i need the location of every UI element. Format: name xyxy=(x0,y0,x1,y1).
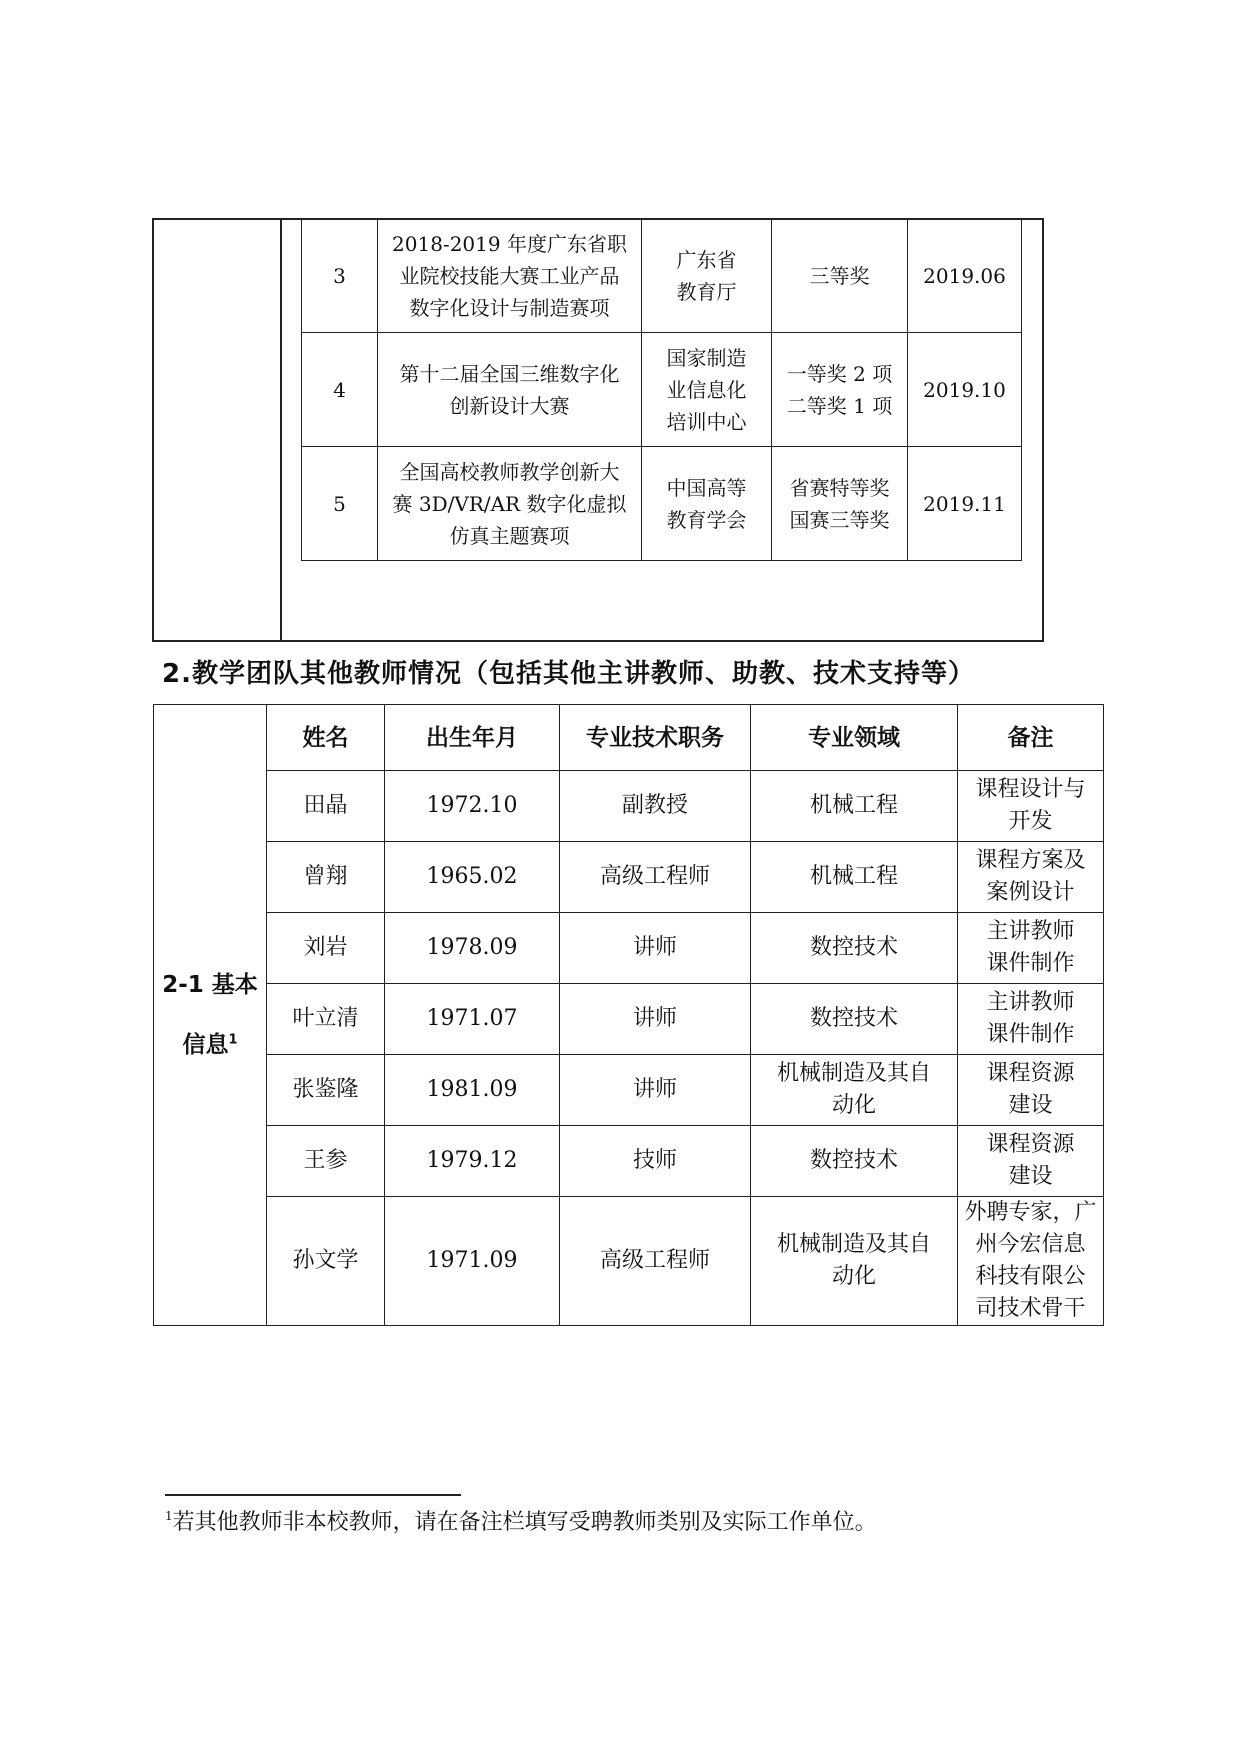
table-row xyxy=(154,984,1104,1055)
footnote-mark: 1 xyxy=(165,1509,173,1523)
teacher-title: 副教授 xyxy=(560,771,751,842)
footnote xyxy=(165,1505,877,1536)
teacher-field: 机械工程 xyxy=(751,771,958,842)
teacher-title: 讲师 xyxy=(560,913,751,984)
table-row xyxy=(154,1126,1104,1197)
teacher-field: 机械制造及其自 动化 xyxy=(751,1055,958,1126)
teacher-note: 主讲教师 课件制作 xyxy=(958,913,1104,984)
teacher-name: 孙文学 xyxy=(267,1197,385,1326)
table-header-row xyxy=(154,705,1104,771)
award-date: 2019.10 xyxy=(908,333,1022,447)
teacher-title: 讲师 xyxy=(560,984,751,1055)
teacher-name: 曾翔 xyxy=(267,842,385,913)
award-organizer: 国家制造 业信息化 培训中心 xyxy=(642,333,772,447)
teacher-birth: 1972.10 xyxy=(385,771,560,842)
teacher-title: 高级工程师 xyxy=(560,842,751,913)
column-header-birth: 出生年月 xyxy=(385,705,560,771)
footnote-separator xyxy=(165,1494,461,1496)
award-level: 三等奖 xyxy=(772,219,908,333)
award-level: 一等奖 2 项 二等奖 1 项 xyxy=(772,333,908,447)
table-row xyxy=(154,1197,1104,1326)
teacher-name: 叶立清 xyxy=(267,984,385,1055)
table-row xyxy=(154,913,1104,984)
award-competition: 第十二届全国三维数字化 创新设计大赛 xyxy=(378,333,642,447)
teacher-note: 主讲教师 课件制作 xyxy=(958,984,1104,1055)
table-row xyxy=(302,219,1022,333)
table-row xyxy=(154,842,1104,913)
teacher-note: 课程设计与 开发 xyxy=(958,771,1104,842)
award-number: 3 xyxy=(302,219,378,333)
table-row xyxy=(154,1055,1104,1126)
award-organizer: 广东省 教育厅 xyxy=(642,219,772,333)
teacher-name: 王参 xyxy=(267,1126,385,1197)
table-row xyxy=(154,771,1104,842)
award-level: 省赛特等奖 国赛三等奖 xyxy=(772,447,908,561)
footnote-ref: 1 xyxy=(228,1032,238,1048)
award-number: 5 xyxy=(302,447,378,561)
award-date: 2019.11 xyxy=(908,447,1022,561)
teacher-birth: 1971.07 xyxy=(385,984,560,1055)
basic-info-label: 2-1 基本 信息$^1$ xyxy=(154,705,267,1326)
teacher-field: 数控技术 xyxy=(751,984,958,1055)
section-heading: 2.教学团队其他教师情况（包括其他主讲教师、助教、技术支持等） xyxy=(162,659,975,689)
teacher-field: 数控技术 xyxy=(751,1126,958,1197)
teacher-title: 高级工程师 xyxy=(560,1197,751,1326)
footnote-text: 若其他教师非本校教师，请在备注栏填写受聘教师类别及实际工作单位。 xyxy=(172,1510,877,1535)
teacher-note: 课程资源 建设 xyxy=(958,1055,1104,1126)
teacher-field: 数控技术 xyxy=(751,913,958,984)
teacher-field: 机械制造及其自 动化 xyxy=(751,1197,958,1326)
teacher-birth: 1965.02 xyxy=(385,842,560,913)
column-header-title: 专业技术职务 xyxy=(560,705,751,771)
column-header-note: 备注 xyxy=(958,705,1104,771)
teacher-name: 张鉴隆 xyxy=(267,1055,385,1126)
teacher-note: 课程方案及 案例设计 xyxy=(958,842,1104,913)
teacher-name: 刘岩 xyxy=(267,913,385,984)
teacher-title: 讲师 xyxy=(560,1055,751,1126)
award-date: 2019.06 xyxy=(908,219,1022,333)
column-header-field: 专业领域 xyxy=(751,705,958,771)
teacher-birth: 1979.12 xyxy=(385,1126,560,1197)
award-competition: 全国高校教师教学创新大 赛 3D/VR/AR 数字化虚拟 仿真主题赛项 xyxy=(378,447,642,561)
teacher-field: 机械工程 xyxy=(751,842,958,913)
table-row xyxy=(302,447,1022,561)
award-competition: 2018-2019 年度广东省职 业院校技能大赛工业产品 数字化设计与制造赛项 xyxy=(378,219,642,333)
column-header-name: 姓名 xyxy=(267,705,385,771)
teacher-name: 田晶 xyxy=(267,771,385,842)
table-row xyxy=(302,333,1022,447)
teacher-title: 技师 xyxy=(560,1126,751,1197)
awards-table xyxy=(301,218,1022,561)
teacher-note: 外聘专家，广 州今宏信息 科技有限公 司技术骨干 xyxy=(958,1197,1104,1326)
award-organizer: 中国高等 教育学会 xyxy=(642,447,772,561)
teacher-birth: 1978.09 xyxy=(385,913,560,984)
teacher-birth: 1971.09 xyxy=(385,1197,560,1326)
team-table xyxy=(153,704,1104,1326)
teacher-note: 课程资源 建设 xyxy=(958,1126,1104,1197)
award-number: 4 xyxy=(302,333,378,447)
teacher-birth: 1981.09 xyxy=(385,1055,560,1126)
frame-divider xyxy=(280,220,282,640)
